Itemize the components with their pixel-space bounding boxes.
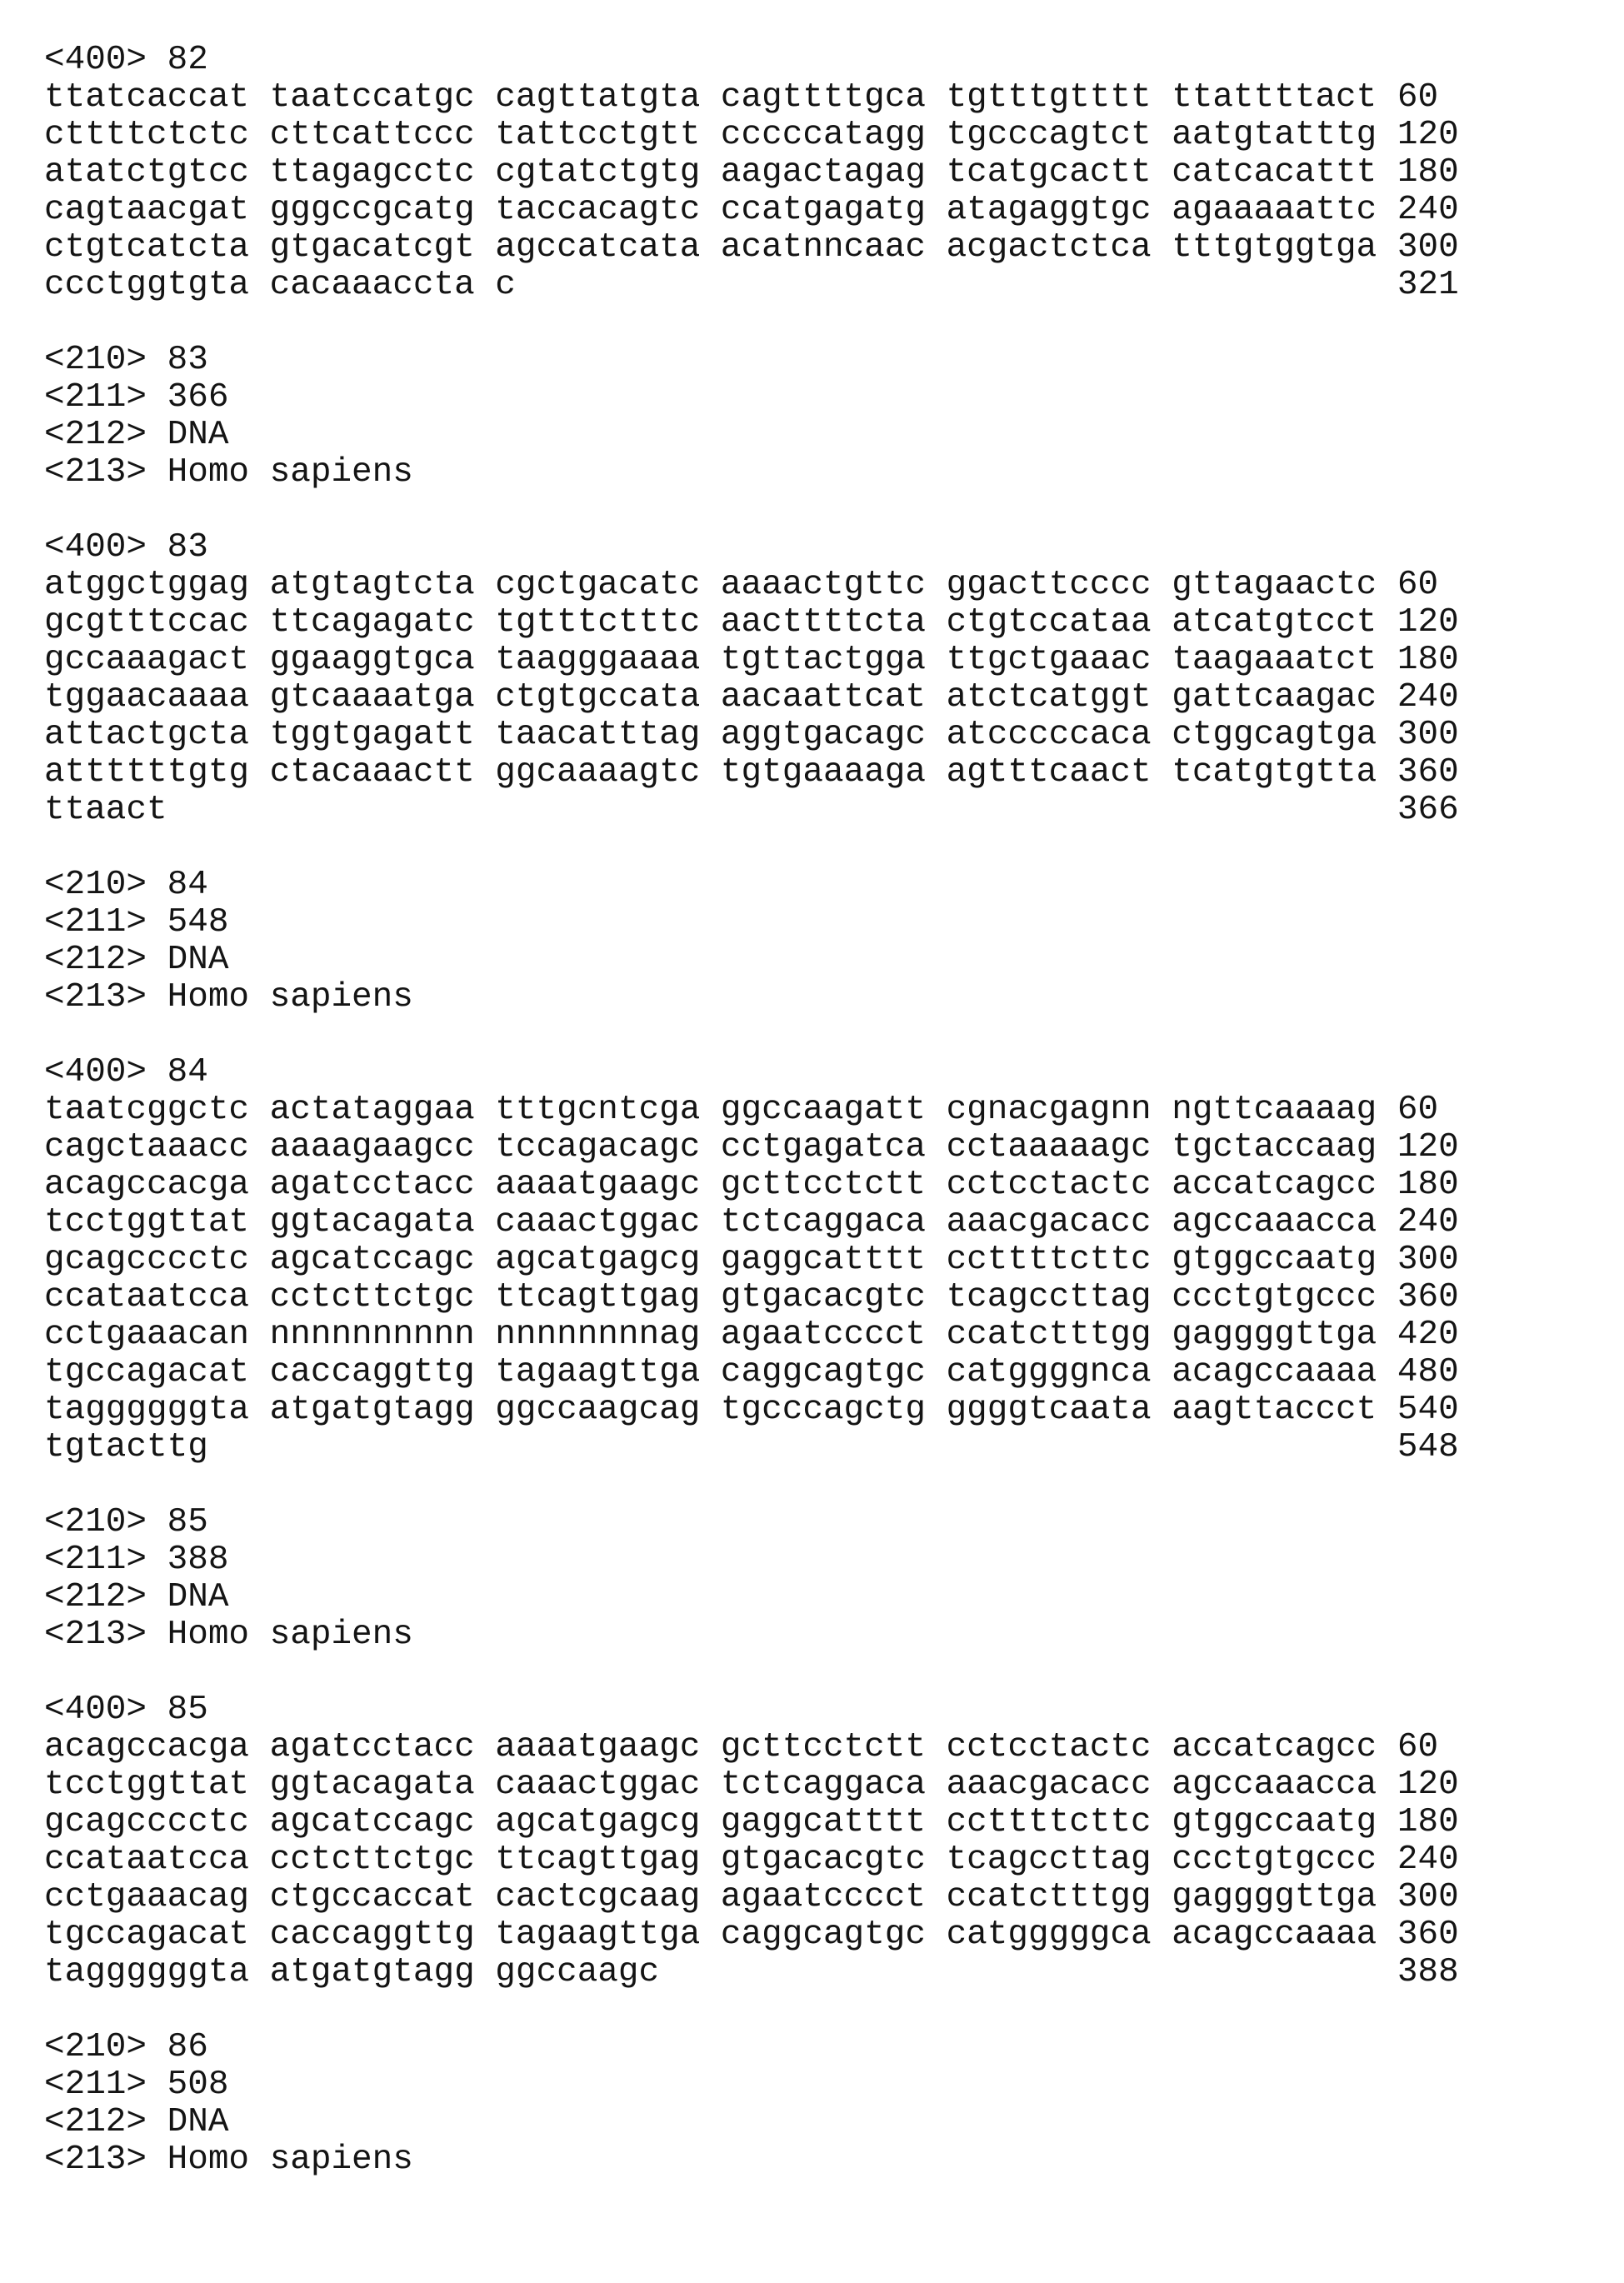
sequence-line	[44, 754, 1607, 792]
numeric-identifier-tag: <213>	[44, 2141, 147, 2179]
numeric-identifier-tag: <212>	[44, 1578, 147, 1616]
residue-position-number: 180	[1397, 641, 1459, 679]
identifier-value: 388	[167, 1541, 229, 1579]
numeric-identifier-tag: <400>	[44, 41, 147, 79]
residue-position-number: 300	[1397, 228, 1459, 267]
nucleotide-sequence: taatcggctc actataggaa tttgcntcga ggccaagatt cgnacgagnn ngttcaaaag	[44, 1091, 1377, 1129]
residue-position-number: 360	[1397, 753, 1459, 792]
metadata-line	[44, 979, 1607, 1017]
metadata-line	[44, 2141, 1607, 2179]
residue-position-number: 240	[1397, 1841, 1459, 1879]
identifier-value: 86	[167, 2028, 208, 2066]
residue-position-number: 60	[1397, 78, 1439, 117]
sequence-line	[44, 604, 1607, 642]
numeric-identifier-tag: <211>	[44, 903, 147, 942]
sequence-line	[44, 1092, 1607, 1129]
nucleotide-sequence: cctgaaacag ctgccaccat cactcgcaag agaatcccct ccatctttgg gaggggttga	[44, 1878, 1377, 1916]
sequence-id: 85	[167, 1691, 208, 1729]
numeric-identifier-tag: <212>	[44, 416, 147, 454]
residue-position-number: 240	[1397, 1203, 1459, 1241]
sequence-line	[44, 267, 1607, 304]
identifier-value: DNA	[167, 416, 229, 454]
sequence-line	[44, 1204, 1607, 1241]
metadata-line	[44, 342, 1607, 379]
residue-position-number: 120	[1397, 1766, 1459, 1804]
sequence-line	[44, 567, 1607, 604]
residue-position-number: 420	[1397, 1316, 1459, 1354]
residue-position-number: 480	[1397, 1353, 1459, 1391]
sequence-metadata-86	[44, 2029, 1607, 2179]
residue-position-number: 300	[1397, 1241, 1459, 1279]
numeric-identifier-tag: <210>	[44, 1503, 147, 1541]
numeric-identifier-tag: <400>	[44, 1691, 147, 1729]
residue-position-number: 548	[1397, 1428, 1459, 1466]
sequence-metadata-84	[44, 867, 1607, 1017]
residue-position-number: 120	[1397, 603, 1459, 642]
sequence-line	[44, 229, 1607, 267]
nucleotide-sequence: ccataatcca cctcttctgc ttcagttgag gtgacacgtc tcagccttag ccctgtgccc	[44, 1278, 1377, 1316]
identifier-value: DNA	[167, 1578, 229, 1616]
sequence-line	[44, 792, 1607, 829]
sequence-line	[44, 1954, 1607, 1991]
sequence-block-84	[44, 1054, 1607, 1466]
sequence-line	[44, 79, 1607, 117]
sequence-header-line	[44, 1054, 1607, 1092]
nucleotide-sequence: tcctggttat ggtacagata caaactggac tctcaggaca aaacgacacc agccaaacca	[44, 1766, 1377, 1804]
metadata-line	[44, 1579, 1607, 1616]
nucleotide-sequence: ttaact	[44, 791, 167, 829]
identifier-value: 508	[167, 2066, 229, 2104]
numeric-identifier-tag: <211>	[44, 1541, 147, 1579]
sequence-line	[44, 1166, 1607, 1204]
sequence-id: 82	[167, 41, 208, 79]
residue-position-number: 366	[1397, 791, 1459, 829]
sequence-block-85	[44, 1691, 1607, 1991]
metadata-line	[44, 379, 1607, 417]
metadata-line	[44, 942, 1607, 979]
sequence-metadata-85	[44, 1504, 1607, 1654]
sequence-header-line	[44, 1691, 1607, 1729]
metadata-line	[44, 904, 1607, 942]
metadata-line	[44, 1541, 1607, 1579]
numeric-identifier-tag: <210>	[44, 341, 147, 379]
residue-position-number: 360	[1397, 1278, 1459, 1316]
nucleotide-sequence: cagctaaacc aaaagaagcc tccagacagc cctgagatca cctaaaaagc tgctaccaag	[44, 1128, 1377, 1166]
identifier-value: 548	[167, 903, 229, 942]
residue-position-number: 60	[1397, 1091, 1439, 1129]
nucleotide-sequence: acagccacga agatcctacc aaaatgaagc gcttcctctt cctcctactc accatcagcc	[44, 1166, 1377, 1204]
residue-position-number: 120	[1397, 116, 1459, 154]
sequence-line	[44, 642, 1607, 679]
nucleotide-sequence: tggaacaaaa gtcaaaatga ctgtgccata aacaattcat atctcatggt gattcaagac	[44, 678, 1377, 717]
nucleotide-sequence: gcagcccctc agcatccagc agcatgagcg gaggcatttt ccttttcttc gtggccaatg	[44, 1241, 1377, 1279]
nucleotide-sequence: gcagcccctc agcatccagc agcatgagcg gaggcatttt ccttttcttc gtggccaatg	[44, 1803, 1377, 1841]
nucleotide-sequence: tcctggttat ggtacagata caaactggac tctcaggaca aaacgacacc agccaaacca	[44, 1203, 1377, 1241]
sequence-line	[44, 1354, 1607, 1391]
numeric-identifier-tag: <213>	[44, 978, 147, 1017]
metadata-line	[44, 2066, 1607, 2104]
sequence-line	[44, 154, 1607, 192]
sequence-line	[44, 1129, 1607, 1166]
numeric-identifier-tag: <211>	[44, 378, 147, 417]
sequence-line	[44, 717, 1607, 754]
identifier-value: 85	[167, 1503, 208, 1541]
nucleotide-sequence: atggctggag atgtagtcta cgctgacatc aaaactgttc ggacttcccc gttagaactc	[44, 566, 1377, 604]
metadata-line	[44, 1616, 1607, 1654]
sequence-id: 83	[167, 528, 208, 567]
metadata-line	[44, 2104, 1607, 2141]
sequence-line	[44, 1316, 1607, 1354]
numeric-identifier-tag: <400>	[44, 1053, 147, 1092]
residue-position-number: 180	[1397, 1166, 1459, 1204]
identifier-value: 84	[167, 866, 208, 904]
nucleotide-sequence: cagtaacgat gggccgcatg taccacagtc ccatgagatg atagaggtgc agaaaaattc	[44, 191, 1377, 229]
sequence-line	[44, 1429, 1607, 1466]
nucleotide-sequence: ccctggtgta cacaaaccta c	[44, 266, 516, 304]
nucleotide-sequence: acagccacga agatcctacc aaaatgaagc gcttcctctt cctcctactc accatcagcc	[44, 1728, 1377, 1766]
sequence-line	[44, 1766, 1607, 1804]
sequence-header-line	[44, 529, 1607, 567]
nucleotide-sequence: attactgcta tggtgagatt taacatttag aggtgacagc atcccccaca ctggcagtga	[44, 716, 1377, 754]
numeric-identifier-tag: <210>	[44, 866, 147, 904]
sequence-id: 84	[167, 1053, 208, 1092]
sequence-block-83	[44, 529, 1607, 829]
nucleotide-sequence: tgccagacat caccaggttg tagaagttga caggcagtgc catggggnca acagccaaaa	[44, 1353, 1377, 1391]
metadata-line	[44, 1504, 1607, 1541]
nucleotide-sequence: tgtacttg	[44, 1428, 208, 1466]
sequence-block-82	[44, 42, 1607, 304]
identifier-value: 366	[167, 378, 229, 417]
sequence-metadata-83	[44, 342, 1607, 492]
nucleotide-sequence: taggggggta atgatgtagg ggccaagcag tgcccagctg ggggtcaata aagttaccct	[44, 1391, 1377, 1429]
sequence-line	[44, 1279, 1607, 1316]
nucleotide-sequence: cctgaaacan nnnnnnnnnn nnnnnnnnag agaatcccct ccatctttgg gaggggttga	[44, 1316, 1377, 1354]
residue-position-number: 180	[1397, 1803, 1459, 1841]
metadata-line	[44, 417, 1607, 454]
sequence-line	[44, 192, 1607, 229]
nucleotide-sequence: ttatcaccat taatccatgc cagttatgta cagttttgca tgtttgtttt ttattttact	[44, 78, 1377, 117]
residue-position-number: 180	[1397, 153, 1459, 192]
nucleotide-sequence: cttttctctc cttcattccc tattcctgtt cccccatagg tgcccagtct aatgtatttg	[44, 116, 1377, 154]
nucleotide-sequence: ccataatcca cctcttctgc ttcagttgag gtgacacgtc tcagccttag ccctgtgccc	[44, 1841, 1377, 1879]
residue-position-number: 60	[1397, 566, 1439, 604]
numeric-identifier-tag: <400>	[44, 528, 147, 567]
nucleotide-sequence: gccaaagact ggaaggtgca taagggaaaa tgttactgga ttgctgaaac taagaaatct	[44, 641, 1377, 679]
identifier-value: DNA	[167, 2103, 229, 2141]
sequence-header-line	[44, 42, 1607, 79]
residue-position-number: 60	[1397, 1728, 1439, 1766]
metadata-line	[44, 454, 1607, 492]
numeric-identifier-tag: <213>	[44, 453, 147, 492]
identifier-value: Homo sapiens	[167, 453, 413, 492]
nucleotide-sequence: gcgtttccac ttcagagatc tgtttctttc aacttttcta ctgtccataa atcatgtcct	[44, 603, 1377, 642]
residue-position-number: 360	[1397, 1916, 1459, 1954]
residue-position-number: 120	[1397, 1128, 1459, 1166]
residue-position-number: 240	[1397, 191, 1459, 229]
residue-position-number: 540	[1397, 1391, 1459, 1429]
sequence-line	[44, 1241, 1607, 1279]
sequence-line	[44, 1804, 1607, 1841]
identifier-value: Homo sapiens	[167, 1616, 413, 1654]
residue-position-number: 388	[1397, 1953, 1459, 1991]
sequence-line	[44, 1391, 1607, 1429]
metadata-line	[44, 2029, 1607, 2066]
nucleotide-sequence: tgccagacat caccaggttg tagaagttga caggcagtgc catgggggca acagccaaaa	[44, 1916, 1377, 1954]
numeric-identifier-tag: <213>	[44, 1616, 147, 1654]
nucleotide-sequence: ctgtcatcta gtgacatcgt agccatcata acatnncaac acgactctca tttgtggtga	[44, 228, 1377, 267]
identifier-value: DNA	[167, 941, 229, 979]
nucleotide-sequence: attttttgtg ctacaaactt ggcaaaagtc tgtgaaaaga agtttcaact tcatgtgtta	[44, 753, 1377, 792]
sequence-line	[44, 1729, 1607, 1766]
identifier-value: Homo sapiens	[167, 2141, 413, 2179]
numeric-identifier-tag: <212>	[44, 941, 147, 979]
metadata-line	[44, 867, 1607, 904]
nucleotide-sequence: taggggggta atgatgtagg ggccaagc	[44, 1953, 660, 1991]
sequence-line	[44, 679, 1607, 717]
sequence-line	[44, 1841, 1607, 1879]
residue-position-number: 300	[1397, 1878, 1459, 1916]
sequence-line	[44, 1916, 1607, 1954]
sequence-line	[44, 1879, 1607, 1916]
identifier-value: Homo sapiens	[167, 978, 413, 1017]
numeric-identifier-tag: <212>	[44, 2103, 147, 2141]
residue-position-number: 321	[1397, 266, 1459, 304]
numeric-identifier-tag: <210>	[44, 2028, 147, 2066]
residue-position-number: 240	[1397, 678, 1459, 717]
identifier-value: 83	[167, 341, 208, 379]
nucleotide-sequence: atatctgtcc ttagagcctc cgtatctgtg aagactagag tcatgcactt catcacattt	[44, 153, 1377, 192]
numeric-identifier-tag: <211>	[44, 2066, 147, 2104]
sequence-line	[44, 117, 1607, 154]
residue-position-number: 300	[1397, 716, 1459, 754]
